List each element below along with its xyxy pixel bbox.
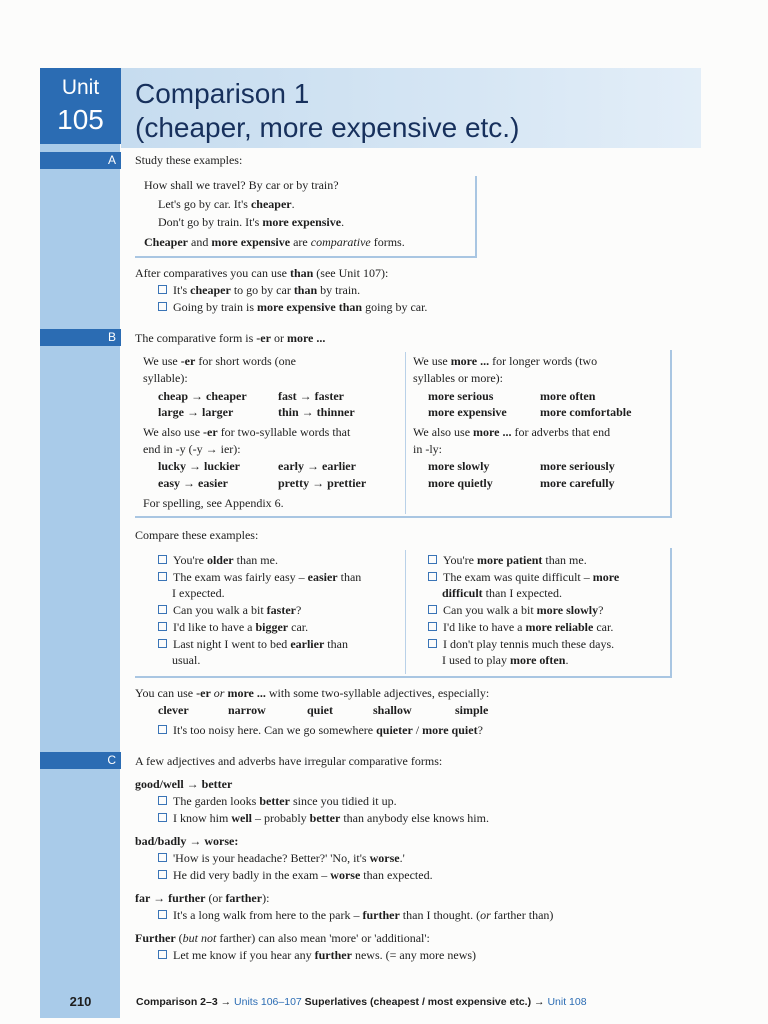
a-after bbox=[135, 265, 388, 282]
title-band bbox=[121, 68, 701, 148]
word-pair: more quietly bbox=[428, 476, 493, 490]
unit-label: Unit bbox=[61, 76, 100, 99]
compare-left-2 bbox=[158, 569, 361, 586]
checkbox-bullet-icon bbox=[158, 725, 167, 734]
unit-number: 105 bbox=[57, 104, 104, 135]
text: car. bbox=[288, 620, 309, 634]
text: more ... bbox=[227, 686, 266, 700]
word-pair: more comfortable bbox=[540, 405, 632, 419]
text: farther bbox=[225, 891, 263, 905]
c-further bbox=[135, 930, 430, 947]
text: / bbox=[412, 723, 423, 737]
text: than bbox=[289, 266, 314, 280]
text: Going by train is bbox=[173, 300, 257, 314]
b-right-p2b: in -ly: bbox=[413, 442, 442, 456]
c-good: good/well → better bbox=[135, 777, 233, 791]
compare-right-3 bbox=[428, 602, 603, 619]
text: older bbox=[206, 553, 234, 567]
text: I don't play tennis much these days. bbox=[443, 637, 615, 651]
text: ( bbox=[175, 931, 183, 945]
text: or bbox=[270, 331, 287, 345]
b-also bbox=[135, 685, 489, 702]
text: well bbox=[231, 811, 253, 825]
c-far-1 bbox=[158, 907, 553, 924]
text: more ... bbox=[286, 331, 326, 345]
text: forms. bbox=[370, 235, 405, 249]
text: more reliable bbox=[525, 620, 594, 634]
a-line1 bbox=[158, 196, 295, 213]
text: ): bbox=[262, 891, 270, 905]
text: more expensive bbox=[211, 235, 291, 249]
text: The comparative form is bbox=[135, 331, 257, 345]
page-title: Comparison 1 bbox=[135, 78, 310, 109]
b-noisy bbox=[158, 722, 483, 739]
checkbox-bullet-icon bbox=[428, 572, 437, 581]
checkbox-bullet-icon bbox=[158, 910, 167, 919]
text: (or bbox=[205, 891, 226, 905]
checkbox-bullet-icon bbox=[158, 813, 167, 822]
section-letter-a: A bbox=[107, 153, 116, 167]
text: more ... bbox=[473, 425, 512, 439]
compare-left-2b: I expected. bbox=[172, 586, 225, 600]
text: I know him bbox=[173, 811, 232, 825]
checkbox-bullet-icon bbox=[428, 622, 437, 631]
compare-left-5 bbox=[158, 636, 348, 653]
word-pair: large → larger bbox=[158, 405, 234, 419]
word-pair: lucky → luckier bbox=[158, 459, 241, 473]
text: Cheaper bbox=[144, 235, 188, 249]
text: (see Unit 107): bbox=[313, 266, 389, 280]
text: than I expected. bbox=[482, 586, 562, 600]
text: news. (= any more news) bbox=[351, 948, 477, 962]
text: difficult bbox=[442, 586, 483, 600]
compare-right-1 bbox=[428, 552, 587, 569]
a-intro: Study these examples: bbox=[135, 153, 243, 167]
text: It's bbox=[173, 283, 191, 297]
text: more expensive than bbox=[257, 300, 363, 314]
text: I'd like to have a bbox=[173, 620, 256, 634]
text: but not bbox=[182, 931, 217, 945]
text: Don't go by train. It's bbox=[158, 215, 263, 229]
text: -er bbox=[203, 425, 218, 439]
text: comparative bbox=[310, 235, 371, 249]
text: ? bbox=[295, 603, 302, 617]
section-tab-a bbox=[40, 152, 121, 169]
text: Further bbox=[135, 931, 176, 945]
b-rules-divider bbox=[405, 352, 406, 514]
text: He did very badly in the exam – bbox=[173, 868, 331, 882]
text: .' bbox=[399, 851, 405, 865]
text: worse bbox=[369, 851, 400, 865]
text: -er bbox=[256, 331, 271, 345]
text: since you tidied it up. bbox=[289, 794, 397, 808]
text: easier bbox=[307, 570, 338, 584]
c-good-2 bbox=[158, 810, 489, 827]
text: – probably bbox=[252, 811, 310, 825]
text: are bbox=[290, 235, 311, 249]
text: farther) can also mean 'more' or 'additional': bbox=[216, 931, 430, 945]
text: Superlatives (cheapest / most expensive etc.) → bbox=[301, 996, 548, 1008]
compare-right-2 bbox=[428, 569, 619, 586]
text: more expensive bbox=[262, 215, 342, 229]
word-pair: more slowly bbox=[428, 459, 490, 473]
word-pair: early → earlier bbox=[278, 459, 356, 473]
text: further bbox=[362, 908, 400, 922]
c-further-1 bbox=[158, 947, 476, 964]
b-right-p1 bbox=[413, 353, 597, 370]
text: for short words (one bbox=[195, 354, 296, 368]
word-pair: cheap → cheaper bbox=[158, 389, 247, 403]
text: You can use bbox=[135, 686, 197, 700]
word-pair: fast → faster bbox=[278, 389, 344, 403]
text: further bbox=[168, 891, 206, 905]
b-compare: Compare these examples: bbox=[135, 528, 259, 542]
page-subtitle: (cheaper, more expensive etc.) bbox=[135, 112, 520, 143]
c-bad: bad/badly → worse: bbox=[135, 834, 239, 848]
text: than me. bbox=[233, 553, 278, 567]
unit-box bbox=[40, 68, 121, 144]
b-right-p1b: syllables or more): bbox=[413, 371, 503, 385]
text: Let me know if you hear any bbox=[173, 948, 315, 962]
link-unit-108[interactable]: Unit 108 bbox=[547, 996, 587, 1008]
a-question: How shall we travel? By car or by train? bbox=[144, 178, 339, 192]
b-spelling: For spelling, see Appendix 6. bbox=[143, 496, 284, 510]
text: We also use bbox=[143, 425, 204, 439]
text: The exam was fairly easy – bbox=[173, 570, 308, 584]
text: more often bbox=[510, 653, 566, 667]
text: for adverbs that end bbox=[511, 425, 611, 439]
checkbox-bullet-icon bbox=[158, 555, 167, 564]
text: than I thought. ( bbox=[399, 908, 481, 922]
text: It's a long walk from here to the park – bbox=[173, 908, 363, 922]
text: The exam was quite difficult – bbox=[443, 570, 593, 584]
a-line3 bbox=[144, 234, 405, 251]
text: farther than) bbox=[490, 908, 554, 922]
b-left-p2b: end in -y (-y → ier): bbox=[143, 442, 241, 456]
text: You're bbox=[443, 553, 477, 567]
text: Can you walk a bit bbox=[443, 603, 537, 617]
text: cheaper bbox=[190, 283, 231, 297]
text: than bbox=[293, 283, 318, 297]
text: You're bbox=[173, 553, 207, 567]
text: faster bbox=[266, 603, 296, 617]
a-example-2 bbox=[158, 299, 427, 316]
text: We also use bbox=[413, 425, 474, 439]
text: more quiet bbox=[422, 723, 478, 737]
text: than bbox=[324, 637, 348, 651]
word-pair: thin → thinner bbox=[278, 405, 355, 419]
c-far bbox=[135, 890, 269, 907]
adjective: shallow bbox=[373, 703, 412, 717]
adjective: simple bbox=[455, 703, 489, 717]
text: more slowly bbox=[536, 603, 599, 617]
b-compare-divider bbox=[405, 550, 406, 674]
word-pair: more often bbox=[540, 389, 596, 403]
checkbox-bullet-icon bbox=[158, 870, 167, 879]
text: After comparatives you can use bbox=[135, 266, 290, 280]
text: better bbox=[259, 794, 290, 808]
text: than expected. bbox=[360, 868, 433, 882]
section-tab-c bbox=[40, 752, 121, 769]
checkbox-bullet-icon bbox=[158, 605, 167, 614]
b-left-p1b: syllable): bbox=[143, 371, 188, 385]
text: Let's go by car. It's bbox=[158, 197, 251, 211]
text: The garden looks bbox=[173, 794, 260, 808]
text: ? bbox=[477, 723, 483, 737]
checkbox-bullet-icon bbox=[158, 622, 167, 631]
adjective: quiet bbox=[307, 703, 334, 717]
c-bad-1 bbox=[158, 850, 405, 867]
text: It's too noisy here. Can we go somewhere bbox=[173, 723, 377, 737]
text: car. bbox=[593, 620, 614, 634]
checkbox-bullet-icon bbox=[158, 285, 167, 294]
text: Last night I went to bed bbox=[173, 637, 291, 651]
word-pair: more seriously bbox=[540, 459, 615, 473]
a-example-1 bbox=[158, 282, 360, 299]
text: -er bbox=[180, 354, 196, 368]
text: by train. bbox=[317, 283, 361, 297]
text: for two-syllable words that bbox=[217, 425, 351, 439]
text: or bbox=[210, 686, 228, 700]
text: . bbox=[341, 215, 345, 229]
text: further bbox=[314, 948, 352, 962]
word-pair: pretty → prettier bbox=[278, 476, 367, 490]
b-right-p2 bbox=[413, 424, 610, 441]
a-line2 bbox=[158, 214, 344, 231]
checkbox-bullet-icon bbox=[158, 796, 167, 805]
word-pair: more expensive bbox=[428, 405, 507, 419]
adjective: clever bbox=[158, 703, 189, 717]
side-bar bbox=[40, 68, 120, 1018]
text: earlier bbox=[290, 637, 325, 651]
checkbox-bullet-icon bbox=[158, 302, 167, 311]
b-left-p1 bbox=[143, 353, 296, 370]
text: or bbox=[480, 908, 491, 922]
checkbox-bullet-icon bbox=[158, 639, 167, 648]
compare-right-5b bbox=[442, 652, 568, 669]
text: . bbox=[565, 653, 569, 667]
section-letter-b: B bbox=[107, 330, 116, 344]
section-tab-b bbox=[40, 329, 121, 346]
text: and bbox=[188, 235, 212, 249]
compare-right-2b bbox=[442, 585, 562, 602]
text: with some two-syllable adjectives, especially: bbox=[265, 686, 490, 700]
text: than anybody else knows him. bbox=[340, 811, 489, 825]
text: Can you walk a bit bbox=[173, 603, 267, 617]
text: quieter bbox=[376, 723, 413, 737]
c-good-1 bbox=[158, 793, 397, 810]
word-pair: more serious bbox=[428, 389, 494, 403]
text: 'How is your headache? Better?' 'No, it's bbox=[173, 851, 370, 865]
text: We use bbox=[143, 354, 181, 368]
checkbox-bullet-icon bbox=[158, 853, 167, 862]
text: I'd like to have a bbox=[443, 620, 526, 634]
adjective: narrow bbox=[228, 703, 266, 717]
text: Comparison 2–3 → bbox=[136, 996, 235, 1008]
text: We use bbox=[413, 354, 451, 368]
text: better bbox=[309, 811, 341, 825]
c-intro: A few adjectives and adverbs have irregular comparative forms: bbox=[135, 754, 443, 768]
compare-left-1 bbox=[158, 552, 278, 569]
text: more patient bbox=[476, 553, 543, 567]
b-left-p2 bbox=[143, 424, 350, 441]
text: cheaper bbox=[250, 197, 292, 211]
link-units-106-107[interactable]: Units 106–107 bbox=[234, 996, 302, 1008]
text: ? bbox=[598, 603, 604, 617]
checkbox-bullet-icon bbox=[428, 639, 437, 648]
text: more ... bbox=[450, 354, 490, 368]
compare-right-5 bbox=[428, 636, 614, 653]
text: worse bbox=[330, 868, 361, 882]
section-letter-c: C bbox=[107, 753, 116, 767]
text: far → bbox=[135, 891, 169, 905]
word-pair: easy → easier bbox=[158, 476, 228, 490]
checkbox-bullet-icon bbox=[428, 555, 437, 564]
text: going by car. bbox=[362, 300, 428, 314]
compare-left-4 bbox=[158, 619, 308, 636]
compare-right-4 bbox=[428, 619, 613, 636]
text: I used to play bbox=[442, 653, 510, 667]
checkbox-bullet-icon bbox=[158, 572, 167, 581]
page-number: 210 bbox=[69, 994, 92, 1009]
text: for longer words (two bbox=[489, 354, 598, 368]
c-bad-2 bbox=[158, 867, 433, 884]
text: bigger bbox=[255, 620, 289, 634]
word-pair: more carefully bbox=[540, 476, 615, 490]
compare-left-3 bbox=[158, 602, 301, 619]
compare-left-5b: usual. bbox=[172, 653, 201, 667]
checkbox-bullet-icon bbox=[158, 950, 167, 959]
checkbox-bullet-icon bbox=[428, 605, 437, 614]
text: to go by car bbox=[230, 283, 294, 297]
text: more bbox=[592, 570, 620, 584]
footer-cross-reference bbox=[136, 996, 587, 1008]
b-form bbox=[135, 330, 325, 347]
text: than bbox=[337, 570, 362, 584]
text: -er bbox=[196, 686, 211, 700]
text: . bbox=[291, 197, 295, 211]
text: than me. bbox=[542, 553, 587, 567]
